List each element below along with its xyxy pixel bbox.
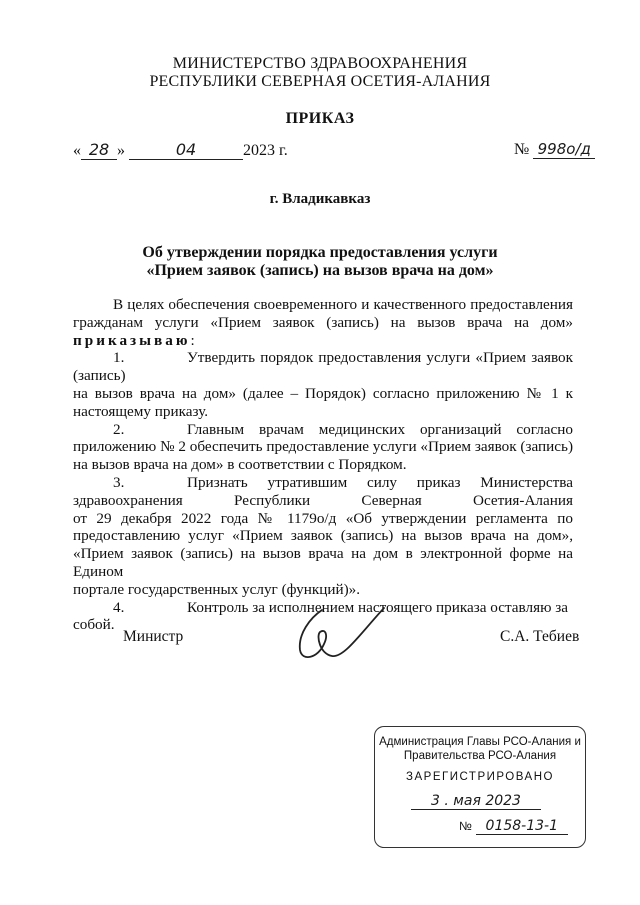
order-number bbox=[514, 140, 595, 159]
order-number-prefix: № bbox=[514, 141, 530, 158]
item-2-line-1 bbox=[73, 421, 573, 439]
item-3-text-1: Признать утратившим силу приказ Министерства bbox=[187, 473, 573, 491]
item-3 bbox=[73, 474, 573, 599]
signature-stroke bbox=[300, 608, 384, 657]
item-2-text-1: Главным врачам медицинских организаций согласно bbox=[187, 420, 573, 438]
item-2 bbox=[73, 421, 573, 474]
stamp-org-line-1: Администрация Главы РСО-Алания и bbox=[379, 736, 581, 748]
stamp-number-prefix: № bbox=[459, 819, 472, 833]
date-day: 28 bbox=[81, 140, 117, 160]
ministry-line-1: МИНИСТЕРСТВО ЗДРАВООХРАНЕНИЯ bbox=[172, 55, 468, 72]
preamble-line-1: В целях обеспечения своевременного и качественного предоставления bbox=[113, 296, 573, 313]
item-3-line-4: предоставлению услуг «Прием заявок (запись) на вызов врача на дом», bbox=[73, 527, 573, 545]
document-type: ПРИКАЗ bbox=[285, 110, 355, 127]
preamble-line-2: гражданам услуги «Прием заявок (запись) на вызов врача на дом» bbox=[73, 313, 573, 331]
order-body bbox=[73, 296, 573, 634]
ministry-header bbox=[0, 55, 640, 91]
order-subject bbox=[0, 244, 640, 280]
stamp-org bbox=[375, 735, 585, 763]
stamp-date: 3 . мая 2023 bbox=[411, 793, 541, 810]
item-2-number: 2. bbox=[113, 420, 125, 438]
preamble bbox=[73, 296, 573, 349]
item-3-line-5: «Прием заявок (запись) на вызов врача на дом в электронной форме на Едином bbox=[73, 545, 573, 580]
signature-image bbox=[280, 598, 390, 668]
item-3-line-3: от 29 декабря 2022 года № 1179о/д «Об утверждении регламента по bbox=[73, 509, 573, 527]
item-4-text-1: Контроль за исполнением настоящего приказа оставляю за собой. bbox=[73, 598, 568, 634]
order-verb: приказываю bbox=[73, 331, 191, 349]
item-1-line-2: на вызов врача на дом» (далее – Порядок) согласно приложению № 1 к bbox=[73, 384, 573, 402]
order-number-value: 998о/д bbox=[533, 140, 595, 159]
item-3-line-1 bbox=[73, 474, 573, 492]
item-2-line-2: приложению № 2 обеспечить предоставление услуги «Прием заявок (запись) bbox=[73, 438, 573, 456]
item-1-line-3: настоящему приказу. bbox=[73, 402, 209, 420]
item-1-line-1 bbox=[73, 349, 573, 385]
subject-line-1: Об утверждении порядка предоставления услуги bbox=[142, 244, 498, 261]
preamble-line-3 bbox=[73, 332, 573, 350]
date-month: 04 bbox=[129, 140, 243, 160]
stamp-registered: ЗАРЕГИСТРИРОВАНО bbox=[406, 771, 554, 783]
item-4-number: 4. bbox=[113, 598, 125, 616]
item-3-line-6: портале государственных услуг (функций)». bbox=[73, 580, 361, 598]
stamp-org-line-2: Правительства РСО-Алания bbox=[403, 750, 557, 762]
signer-name: С.А. Тебиев bbox=[500, 628, 580, 645]
item-3-line-2: здравоохранения Республики Северная Осетия-Алания bbox=[73, 491, 573, 509]
subject-line-2: «Прием заявок (запись) на вызов врача на дом» bbox=[146, 262, 494, 279]
registration-stamp bbox=[374, 726, 586, 848]
date-close-quote: » bbox=[117, 142, 125, 159]
signer-title: Министр bbox=[123, 628, 184, 645]
item-1-text-1: Утвердить порядок предоставления услуги «Прием заявок (запись) bbox=[73, 349, 573, 385]
ministry-line-2: РЕСПУБЛИКИ СЕВЕРНАЯ ОСЕТИЯ-АЛАНИЯ bbox=[149, 73, 491, 90]
city: г. Владикавказ bbox=[269, 191, 371, 207]
item-1 bbox=[73, 349, 573, 420]
stamp-number-value: 0158-13-1 bbox=[476, 818, 568, 835]
item-2-line-3: на вызов врача на дом» в соответствии с Порядком. bbox=[73, 456, 407, 474]
order-date bbox=[73, 140, 288, 160]
date-open-quote: « bbox=[73, 142, 81, 159]
item-1-number: 1. bbox=[113, 349, 125, 367]
order-verb-colon: : bbox=[190, 331, 195, 349]
stamp-number bbox=[459, 817, 568, 835]
item-3-number: 3. bbox=[113, 473, 125, 491]
date-year: 2023 г. bbox=[243, 142, 288, 159]
